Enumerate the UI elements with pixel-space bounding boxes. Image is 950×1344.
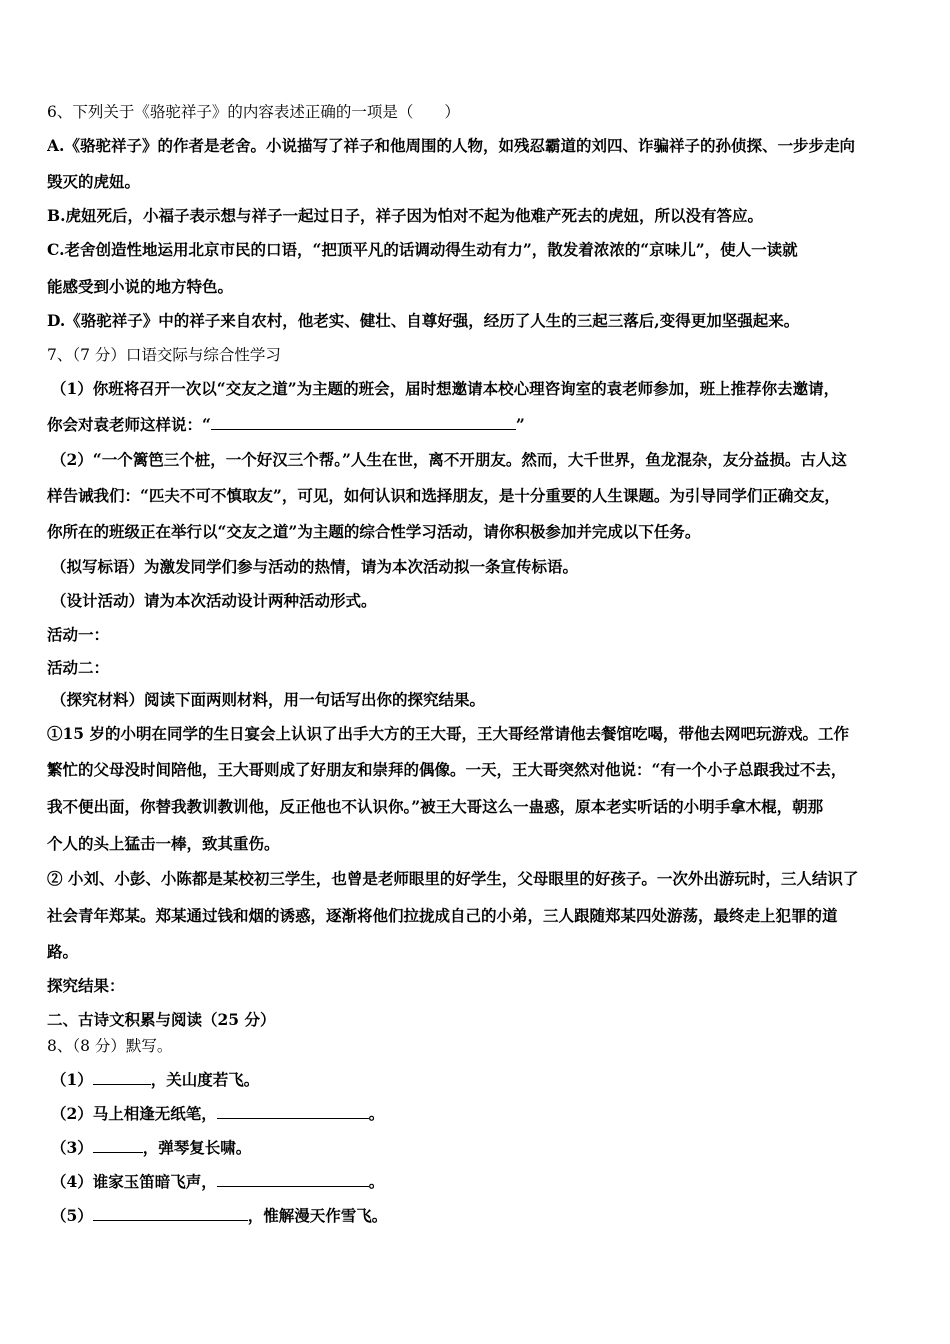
item-end: 。: [368, 1172, 385, 1191]
answer-blank[interactable]: [93, 1206, 248, 1221]
material-2: ② 小刘、小彭、小陈都是某校初三学生，也曾是老师眼里的好学生，父母眼里的好孩子。一次外出游玩时，三人结识了: [47, 869, 859, 888]
q8-item-3: [51, 1138, 911, 1158]
material-1-cont1: 繁忙的父母没时间陪他，王大哥则成了好朋友和崇拜的偶像。一天，王大哥突然对他说：“有一个小子总跟我过不去，: [47, 760, 847, 779]
option-text: 老舍创造性地运用北京市民的口语，“把顶平凡的话调动得生动有力”，散发着浓浓的“京味儿”，使人一读就: [64, 240, 798, 259]
q7-part1-answer-line: [47, 415, 907, 435]
option-label: B.: [47, 206, 66, 225]
material-1-cont2: 我不便出面，你替我教训教训他，反正他也不认识你。”被王大哥这么一蛊惑，原本老实听话的小明手拿木棍，朝那: [47, 797, 824, 816]
q7-part2-cont2: 你所在的班级正在举行以“交友之道”为主题的综合性学习活动，请你积极参加并完成以下任务。: [47, 522, 701, 541]
option-label: D.: [47, 311, 66, 330]
answer-blank[interactable]: [217, 1172, 369, 1187]
q6-option-c-cont: 能感受到小说的地方特色。: [47, 277, 234, 296]
item-number: （5）: [51, 1206, 93, 1225]
q7-activity-1: 活动一：: [47, 625, 110, 644]
item-text: ，关山度若飞。: [150, 1070, 260, 1089]
material-2-cont2: 路。: [47, 942, 79, 961]
q8-item-5: [51, 1206, 911, 1226]
section-title: 二、古诗文积累与阅读（25 分）: [47, 1010, 276, 1029]
q7-part1-suffix: ”: [515, 415, 525, 434]
material-1: ①15 岁的小明在同学的生日宴会上认识了出手大方的王大哥，王大哥经常请他去餐馆吃喝，带他去网吧玩游戏。工作: [47, 724, 849, 743]
explore-result: 探究结果：: [47, 976, 125, 995]
q6-option-a: [47, 136, 907, 156]
option-label: A.: [47, 136, 65, 155]
item-text: ，弹琴复长啸。: [142, 1138, 252, 1157]
q7-activity-2: 活动二：: [47, 658, 110, 677]
q7-task-explore: （探究材料）阅读下面两则材料，用一句话写出你的探究结果。: [51, 690, 486, 709]
answer-blank[interactable]: [217, 1104, 369, 1119]
q8-item-4: [51, 1172, 911, 1192]
q7-stem: 7、（7 分）口语交际与综合性学习: [47, 346, 281, 364]
answer-blank[interactable]: [211, 415, 516, 430]
material-1-cont3: 个人的头上猛击一棒，致其重伤。: [47, 834, 280, 853]
item-text: ，惟解漫天作雪飞。: [247, 1206, 388, 1225]
item-end: 。: [368, 1104, 385, 1123]
option-text: 《骆驼祥子》中的祥子来自农村，他老实、健壮、自尊好强，经历了人生的三起三落后,变得更加坚强起来。: [65, 311, 800, 330]
q6-option-b: [47, 206, 907, 226]
q7-task-activity: （设计活动）请为本次活动设计两种活动形式。: [51, 591, 377, 610]
option-label: C.: [47, 240, 65, 259]
q7-part1: （1）你班将召开一次以“交友之道”为主题的班会，届时想邀请本校心理咨询室的袁老师参加，班上推荐你去邀请，: [51, 379, 840, 398]
item-text: （4）谁家玉笛暗飞声，: [51, 1172, 217, 1191]
q7-part2: （2）“一个篱笆三个桩，一个好汉三个帮。”人生在世，离不开朋友。然而，大千世界，鱼龙混杂，友分益损。古人这: [51, 450, 847, 469]
q7-part1-prefix: 你会对袁老师这样说：“: [47, 415, 211, 434]
answer-blank[interactable]: [93, 1138, 143, 1153]
q8-stem: 8、（8 分）默写。: [47, 1037, 173, 1055]
q7-part2-cont1: 样告诫我们：“匹夫不可不慎取友”，可见，如何认识和选择朋友，是十分重要的人生课题。为引导同学们正确交友，: [47, 486, 840, 505]
material-2-cont1: 社会青年郑某。郑某通过钱和烟的诱惑，逐渐将他们拉拢成自己的小弟，三人跟随郑某四处游荡，最终走上犯罪的道: [47, 906, 838, 925]
q6-option-c: [47, 240, 907, 260]
q7-task-slogan: （拟写标语）为激发同学们参与活动的热情，请为本次活动拟一条宣传标语。: [51, 557, 579, 576]
q6-stem: 6、下列关于《骆驼祥子》的内容表述正确的一项是（ ）: [47, 103, 460, 121]
q8-item-1: [51, 1070, 911, 1090]
answer-blank[interactable]: [93, 1070, 151, 1085]
item-number: （1）: [51, 1070, 93, 1089]
q6-option-a-cont: 毁灭的虎妞。: [47, 172, 141, 191]
option-text: 《骆驼祥子》的作者是老舍。小说描写了祥子和他周围的人物，如残忍霸道的刘四、诈骗祥子的孙侦探、一步步走向: [64, 136, 855, 155]
q6-option-d: [47, 311, 907, 331]
item-text: （2）马上相逢无纸笔，: [51, 1104, 217, 1123]
option-text: 虎妞死后，小福子表示想与祥子一起过日子，祥子因为怕对不起为他难产死去的虎妞，所以没有答应。: [65, 206, 764, 225]
q8-item-2: [51, 1104, 911, 1124]
item-number: （3）: [51, 1138, 93, 1157]
